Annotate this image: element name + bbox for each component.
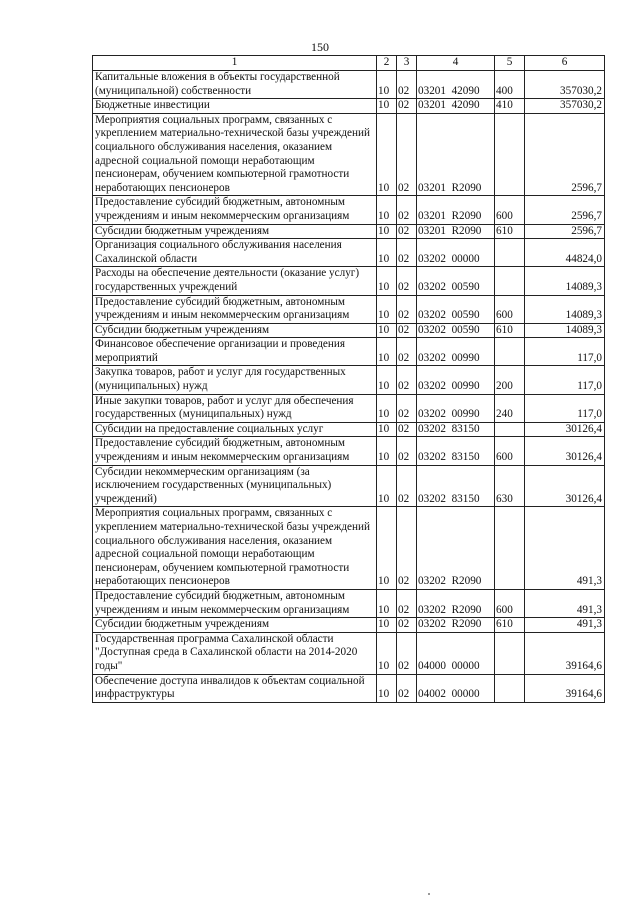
row-c2-cell: 10 — [377, 323, 397, 338]
row-c2-cell: 10 — [377, 295, 397, 323]
row-c2-cell: 10 — [377, 71, 397, 99]
row-c2-cell: 10 — [377, 437, 397, 465]
row-c4-cell: 03202 83150 — [417, 437, 495, 465]
column-header: 4 — [417, 56, 495, 71]
row-c2-cell: 10 — [377, 507, 397, 590]
row-name-cell: Капитальные вложения в объекты государственной (муниципальной) собственности — [93, 71, 377, 99]
table-row — [93, 196, 605, 224]
table-row — [93, 295, 605, 323]
table-row — [93, 267, 605, 295]
row-c6-cell: 30126,4 — [525, 422, 605, 437]
budget-table — [92, 55, 605, 703]
row-c4-cell: 03202 83150 — [417, 422, 495, 437]
row-c2-cell: 10 — [377, 224, 397, 239]
row-c3-cell: 02 — [397, 366, 417, 394]
row-c4-cell: 03202 00990 — [417, 394, 495, 422]
row-c6-cell: 357030,2 — [525, 71, 605, 99]
row-c3-cell: 02 — [397, 295, 417, 323]
row-c3-cell: 02 — [397, 632, 417, 674]
table-row — [93, 224, 605, 239]
row-c4-cell: 03201 R2090 — [417, 196, 495, 224]
row-c4-cell: 03202 00590 — [417, 295, 495, 323]
row-c4-cell: 03202 R2090 — [417, 589, 495, 617]
row-c3-cell: 02 — [397, 589, 417, 617]
column-header: 5 — [495, 56, 525, 71]
row-c2-cell: 10 — [377, 632, 397, 674]
row-c3-cell: 02 — [397, 507, 417, 590]
row-c4-cell: 03201 R2090 — [417, 224, 495, 239]
row-c6-cell: 357030,2 — [525, 99, 605, 114]
row-c3-cell: 02 — [397, 323, 417, 338]
row-c6-cell: 491,3 — [525, 618, 605, 633]
column-header: 1 — [93, 56, 377, 71]
row-c4-cell: 03201 R2090 — [417, 113, 495, 196]
table-row — [93, 422, 605, 437]
row-c3-cell: 02 — [397, 224, 417, 239]
row-c6-cell: 39164,6 — [525, 674, 605, 702]
column-header: 2 — [377, 56, 397, 71]
row-c5-cell: 600 — [495, 196, 525, 224]
row-name-cell: Финансовое обеспечение организации и проведения мероприятий — [93, 338, 377, 366]
row-c3-cell: 02 — [397, 394, 417, 422]
row-name-cell: Субсидии бюджетным учреждениям — [93, 323, 377, 338]
row-c4-cell: 03202 00590 — [417, 267, 495, 295]
row-c4-cell: 03202 00000 — [417, 239, 495, 267]
table-body — [93, 71, 605, 703]
table-row — [93, 239, 605, 267]
row-c6-cell: 14089,3 — [525, 295, 605, 323]
table-row — [93, 632, 605, 674]
row-name-cell: Иные закупки товаров, работ и услуг для обеспечения государственных (муниципальных) нужд — [93, 394, 377, 422]
row-c6-cell: 117,0 — [525, 338, 605, 366]
page-number: 150 — [311, 40, 329, 54]
table-row — [93, 99, 605, 114]
row-c2-cell: 10 — [377, 196, 397, 224]
row-c4-cell: 03202 R2090 — [417, 507, 495, 590]
row-name-cell: Предоставление субсидий бюджетным, автономным учреждениям и иным некоммерческим организациям — [93, 196, 377, 224]
row-name-cell: Субсидии некоммерческим организациям (за исключением государственных (муниципальных) учреждений) — [93, 465, 377, 507]
row-c5-cell: 610 — [495, 224, 525, 239]
scan-speck — [428, 893, 430, 895]
table-row — [93, 437, 605, 465]
table-row — [93, 323, 605, 338]
row-c6-cell: 14089,3 — [525, 267, 605, 295]
row-c4-cell: 03201 42090 — [417, 99, 495, 114]
row-c2-cell: 10 — [377, 99, 397, 114]
row-c3-cell: 02 — [397, 239, 417, 267]
row-c5-cell: 600 — [495, 437, 525, 465]
row-c5-cell: 610 — [495, 323, 525, 338]
row-c3-cell: 02 — [397, 437, 417, 465]
row-c3-cell: 02 — [397, 267, 417, 295]
row-c4-cell: 03202 00590 — [417, 323, 495, 338]
table-row — [93, 674, 605, 702]
row-c6-cell: 14089,3 — [525, 323, 605, 338]
row-c2-cell: 10 — [377, 338, 397, 366]
table-row — [93, 618, 605, 633]
table-row — [93, 338, 605, 366]
row-c3-cell: 02 — [397, 465, 417, 507]
row-c6-cell: 30126,4 — [525, 465, 605, 507]
column-header: 6 — [525, 56, 605, 71]
row-c5-cell: 400 — [495, 71, 525, 99]
row-c5-cell: 600 — [495, 589, 525, 617]
row-c5-cell — [495, 674, 525, 702]
table-row — [93, 589, 605, 617]
row-c3-cell: 02 — [397, 99, 417, 114]
row-c5-cell: 600 — [495, 295, 525, 323]
row-name-cell: Мероприятия социальных программ, связанных с укреплением материально-технической базы учреждений социального обслуживания населения, оказанием адресной социальной помощи неработающим пенсионерам, обучением компьютерной грамотности неработающих пенсионеров — [93, 507, 377, 590]
table-row — [93, 113, 605, 196]
row-name-cell: Мероприятия социальных программ, связанных с укреплением материально-технической базы учреждений социального обслуживания населения, оказанием адресной социальной помощи неработающим пенсионерам, обучением компьютерной грамотности неработающих пенсионеров — [93, 113, 377, 196]
row-c2-cell: 10 — [377, 465, 397, 507]
row-c4-cell: 03202 00990 — [417, 338, 495, 366]
row-c4-cell: 04000 00000 — [417, 632, 495, 674]
row-name-cell: Обеспечение доступа инвалидов к объектам социальной инфраструктуры — [93, 674, 377, 702]
table-row — [93, 465, 605, 507]
row-c5-cell: 610 — [495, 618, 525, 633]
row-c4-cell: 03202 00990 — [417, 366, 495, 394]
row-c2-cell: 10 — [377, 589, 397, 617]
row-name-cell: Бюджетные инвестиции — [93, 99, 377, 114]
row-name-cell: Предоставление субсидий бюджетным, автономным учреждениям и иным некоммерческим организациям — [93, 437, 377, 465]
column-header: 3 — [397, 56, 417, 71]
row-name-cell: Предоставление субсидий бюджетным, автономным учреждениям и иным некоммерческим организациям — [93, 295, 377, 323]
row-c2-cell: 10 — [377, 239, 397, 267]
table-row — [93, 394, 605, 422]
row-name-cell: Субсидии бюджетным учреждениям — [93, 618, 377, 633]
row-c5-cell: 200 — [495, 366, 525, 394]
row-c6-cell: 44824,0 — [525, 239, 605, 267]
row-c4-cell: 04002 00000 — [417, 674, 495, 702]
row-c6-cell: 117,0 — [525, 366, 605, 394]
row-c5-cell — [495, 239, 525, 267]
row-c5-cell: 410 — [495, 99, 525, 114]
row-c3-cell: 02 — [397, 196, 417, 224]
row-c2-cell: 10 — [377, 674, 397, 702]
row-c2-cell: 10 — [377, 422, 397, 437]
row-c3-cell: 02 — [397, 422, 417, 437]
row-c2-cell: 10 — [377, 618, 397, 633]
row-c6-cell: 2596,7 — [525, 113, 605, 196]
row-c4-cell: 03202 83150 — [417, 465, 495, 507]
row-name-cell: Субсидии на предоставление социальных услуг — [93, 422, 377, 437]
row-c5-cell: 630 — [495, 465, 525, 507]
row-c6-cell: 2596,7 — [525, 224, 605, 239]
row-c2-cell: 10 — [377, 394, 397, 422]
row-name-cell: Субсидии бюджетным учреждениям — [93, 224, 377, 239]
row-c3-cell: 02 — [397, 618, 417, 633]
row-c3-cell: 02 — [397, 71, 417, 99]
row-c3-cell: 02 — [397, 674, 417, 702]
row-c2-cell: 10 — [377, 267, 397, 295]
row-c5-cell — [495, 632, 525, 674]
row-c6-cell: 39164,6 — [525, 632, 605, 674]
table-row — [93, 71, 605, 99]
row-c4-cell: 03201 42090 — [417, 71, 495, 99]
table-header-row — [93, 56, 605, 71]
row-c6-cell: 491,3 — [525, 589, 605, 617]
row-c2-cell: 10 — [377, 113, 397, 196]
row-c5-cell — [495, 422, 525, 437]
row-name-cell: Закупка товаров, работ и услуг для государственных (муниципальных) нужд — [93, 366, 377, 394]
row-name-cell: Государственная программа Сахалинской области "Доступная среда в Сахалинской области на 2014-2020 годы" — [93, 632, 377, 674]
row-c5-cell — [495, 507, 525, 590]
row-name-cell: Предоставление субсидий бюджетным, автономным учреждениям и иным некоммерческим организациям — [93, 589, 377, 617]
row-c4-cell: 03202 R2090 — [417, 618, 495, 633]
row-c3-cell: 02 — [397, 113, 417, 196]
table-row — [93, 507, 605, 590]
row-c2-cell: 10 — [377, 366, 397, 394]
row-c5-cell — [495, 338, 525, 366]
row-name-cell: Расходы на обеспечение деятельности (оказание услуг) государственных учреждений — [93, 267, 377, 295]
row-c5-cell — [495, 113, 525, 196]
table-row — [93, 366, 605, 394]
row-c6-cell: 117,0 — [525, 394, 605, 422]
row-c6-cell: 2596,7 — [525, 196, 605, 224]
row-c5-cell — [495, 267, 525, 295]
row-c5-cell: 240 — [495, 394, 525, 422]
row-c6-cell: 491,3 — [525, 507, 605, 590]
row-c3-cell: 02 — [397, 338, 417, 366]
row-name-cell: Организация социального обслуживания населения Сахалинской области — [93, 239, 377, 267]
row-c6-cell: 30126,4 — [525, 437, 605, 465]
